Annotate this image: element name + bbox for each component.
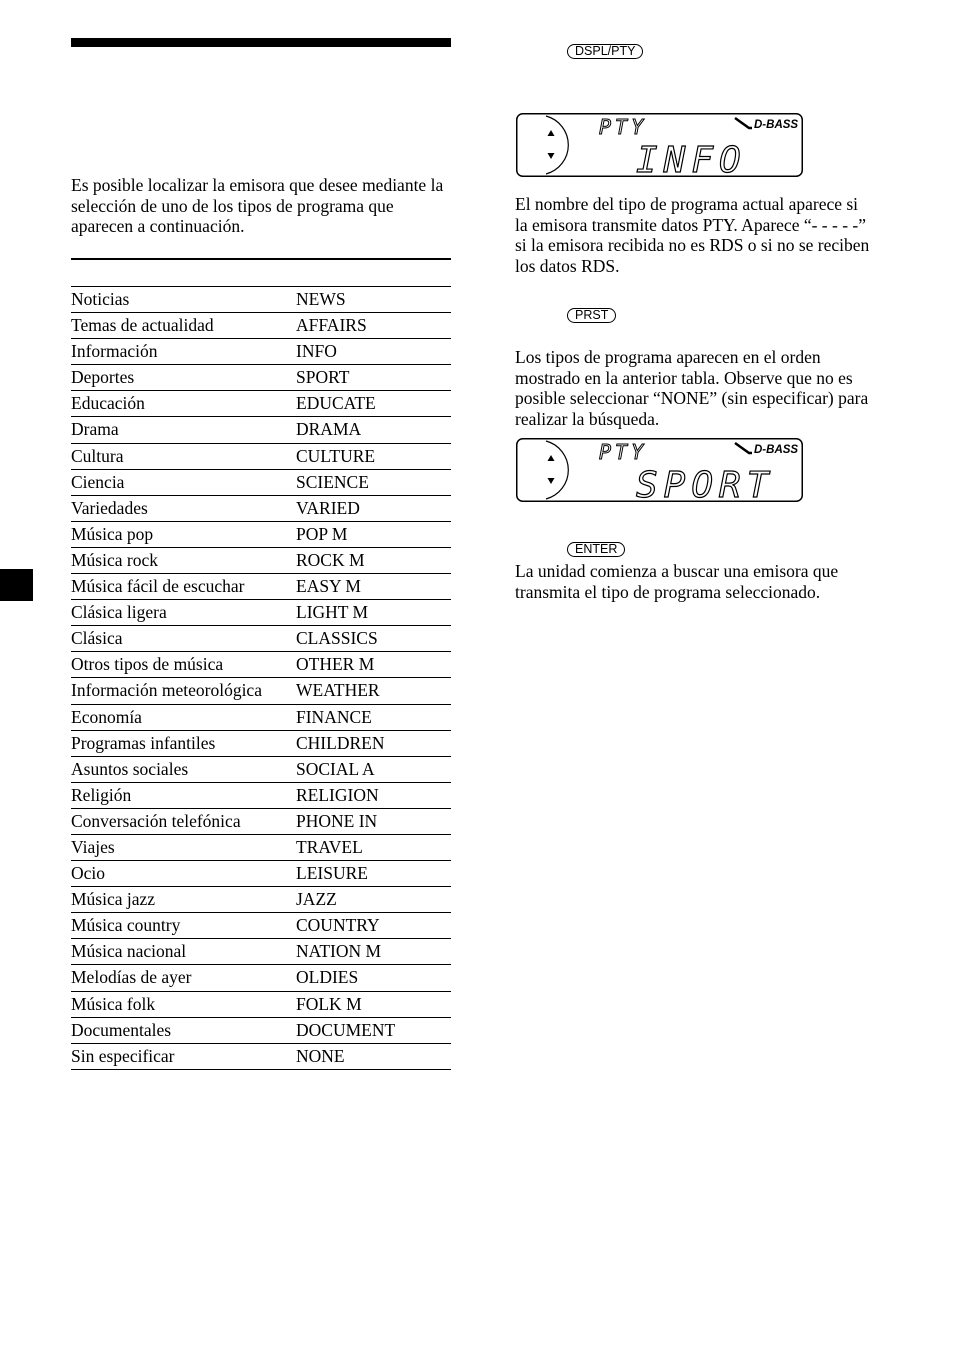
program-type-name: Melodías de ayer — [71, 967, 192, 988]
program-type-name: Música rock — [71, 549, 158, 570]
program-type-name: Viajes — [71, 836, 115, 857]
table-row — [71, 548, 451, 574]
program-type-code: FINANCE — [296, 706, 372, 727]
dspl-pty-button[interactable]: DSPL/PTY — [567, 44, 643, 59]
program-type-code: LEISURE — [296, 863, 368, 884]
table-row — [71, 339, 451, 365]
program-type-code: RELIGION — [296, 784, 379, 805]
d-bass-label: D-BASS — [754, 119, 799, 131]
section-heading-bar — [71, 38, 451, 47]
table-row — [71, 470, 451, 496]
table-row — [71, 913, 451, 939]
program-type-name: Música jazz — [71, 889, 156, 910]
table-row — [71, 417, 451, 443]
program-type-code: WEATHER — [296, 680, 380, 701]
program-type-name: Música country — [71, 915, 181, 936]
program-type-name: Asuntos sociales — [71, 758, 189, 779]
program-type-name: Música nacional — [71, 941, 187, 962]
program-type-code: SPORT — [296, 367, 350, 388]
program-type-table — [71, 286, 451, 1070]
program-type-code: EDUCATE — [296, 393, 376, 414]
program-type-name: Cultura — [71, 445, 124, 466]
program-type-name: Economía — [71, 706, 142, 727]
program-type-code: FOLK M — [296, 993, 362, 1014]
program-type-name: Música pop — [71, 523, 154, 544]
table-row — [71, 809, 451, 835]
program-type-code: PHONE IN — [296, 810, 378, 831]
program-type-code: SCIENCE — [296, 471, 369, 492]
page-edge-tab — [0, 569, 33, 601]
table-row — [71, 757, 451, 783]
program-type-code: CLASSICS — [296, 628, 378, 649]
intro-paragraph: Es posible localizar la emisora que desee mediante la selección de uno de los tipos de programa que aparecen a continuación. — [71, 175, 444, 236]
table-row — [71, 992, 451, 1018]
program-type-code: OTHER M — [296, 654, 375, 675]
table-row — [71, 444, 451, 470]
table-row — [71, 965, 451, 991]
program-type-code: VARIED — [296, 497, 360, 518]
program-type-code: NATION M — [296, 941, 382, 962]
table-row — [71, 783, 451, 809]
program-type-name: Ciencia — [71, 471, 125, 492]
table-row — [71, 861, 451, 887]
table-row — [71, 574, 451, 600]
program-type-name: Sin especificar — [71, 1045, 175, 1066]
selection-explanation: Los tipos de programa aparecen en el orden mostrado en la anterior tabla. Observe que no es posible seleccionar “NONE” (sin especificar) para realizar la búsqueda. — [515, 347, 869, 429]
lcd-display-info — [516, 113, 803, 177]
program-type-code: SOCIAL A — [296, 758, 375, 779]
display-explanation: El nombre del tipo de programa actual aparece si la emisora transmite datos PTY. Aparece “- - - - -” si la emisora recibida no es RDS o si no se reciben los datos RDS. — [515, 194, 870, 276]
pty-indicator: PTY — [599, 440, 648, 464]
program-type-code: AFFAIRS — [296, 315, 367, 336]
program-type-code: COUNTRY — [296, 915, 380, 936]
table-row — [71, 287, 451, 313]
program-type-name: Programas infantiles — [71, 732, 216, 753]
program-type-name: Información — [71, 341, 158, 362]
program-type-name: Conversación telefónica — [71, 810, 241, 831]
program-type-name: Clásica — [71, 628, 123, 649]
table-row — [71, 705, 451, 731]
program-type-name: Noticias — [71, 289, 130, 309]
table-row — [71, 1018, 451, 1044]
program-type-code: TRAVEL — [296, 836, 363, 857]
program-type-code: INFO — [296, 341, 337, 362]
table-row — [71, 313, 451, 339]
table-row — [71, 522, 451, 548]
program-type-code: POP M — [296, 523, 348, 544]
pty-indicator: PTY — [599, 115, 648, 139]
table-row — [71, 600, 451, 626]
program-type-name: Temas de actualidad — [71, 315, 214, 336]
program-type-code: NONE — [296, 1045, 345, 1066]
program-type-name: Deportes — [71, 367, 135, 388]
program-type-code: CULTURE — [296, 445, 376, 466]
program-type-name: Música fácil de escuchar — [71, 576, 245, 597]
pty-display-text: SPORT — [636, 465, 775, 502]
program-type-name: Religión — [71, 784, 132, 805]
program-type-name: Variedades — [71, 497, 148, 518]
table-top-rule — [71, 258, 451, 260]
enter-button[interactable]: ENTER — [567, 542, 625, 557]
program-type-code: NEWS — [296, 289, 346, 309]
table-row — [71, 626, 451, 652]
program-type-code: CHILDREN — [296, 732, 385, 753]
lcd-display-sport — [516, 438, 803, 502]
program-type-code: LIGHT M — [296, 602, 369, 623]
table-row — [71, 391, 451, 417]
program-type-code: DRAMA — [296, 419, 362, 440]
d-bass-label: D-BASS — [754, 444, 799, 456]
program-type-name: Drama — [71, 419, 119, 440]
program-type-name: Información meteorológica — [71, 680, 262, 701]
program-type-name: Otros tipos de música — [71, 654, 224, 675]
program-type-code: ROCK M — [296, 549, 365, 570]
table-row — [71, 678, 451, 704]
program-type-name: Documentales — [71, 1019, 172, 1040]
program-type-code: OLDIES — [296, 967, 359, 988]
table-row — [71, 496, 451, 522]
table-row — [71, 365, 451, 391]
program-type-name: Clásica ligera — [71, 602, 167, 623]
table-row — [71, 835, 451, 861]
program-type-name: Educación — [71, 393, 145, 414]
table-row — [71, 1044, 451, 1070]
program-type-code: JAZZ — [296, 889, 337, 910]
program-type-name: Música folk — [71, 993, 156, 1014]
search-explanation: La unidad comienza a buscar una emisora que transmita el tipo de programa seleccionado. — [515, 561, 839, 602]
table-row — [71, 939, 451, 965]
program-type-name: Ocio — [71, 863, 106, 884]
prst-button[interactable]: PRST — [567, 308, 616, 323]
table-row — [71, 731, 451, 757]
table-row — [71, 887, 451, 913]
program-type-code: DOCUMENT — [296, 1019, 396, 1040]
pty-display-text: INFO — [636, 140, 747, 177]
table-row — [71, 652, 451, 678]
program-type-code: EASY M — [296, 576, 361, 597]
